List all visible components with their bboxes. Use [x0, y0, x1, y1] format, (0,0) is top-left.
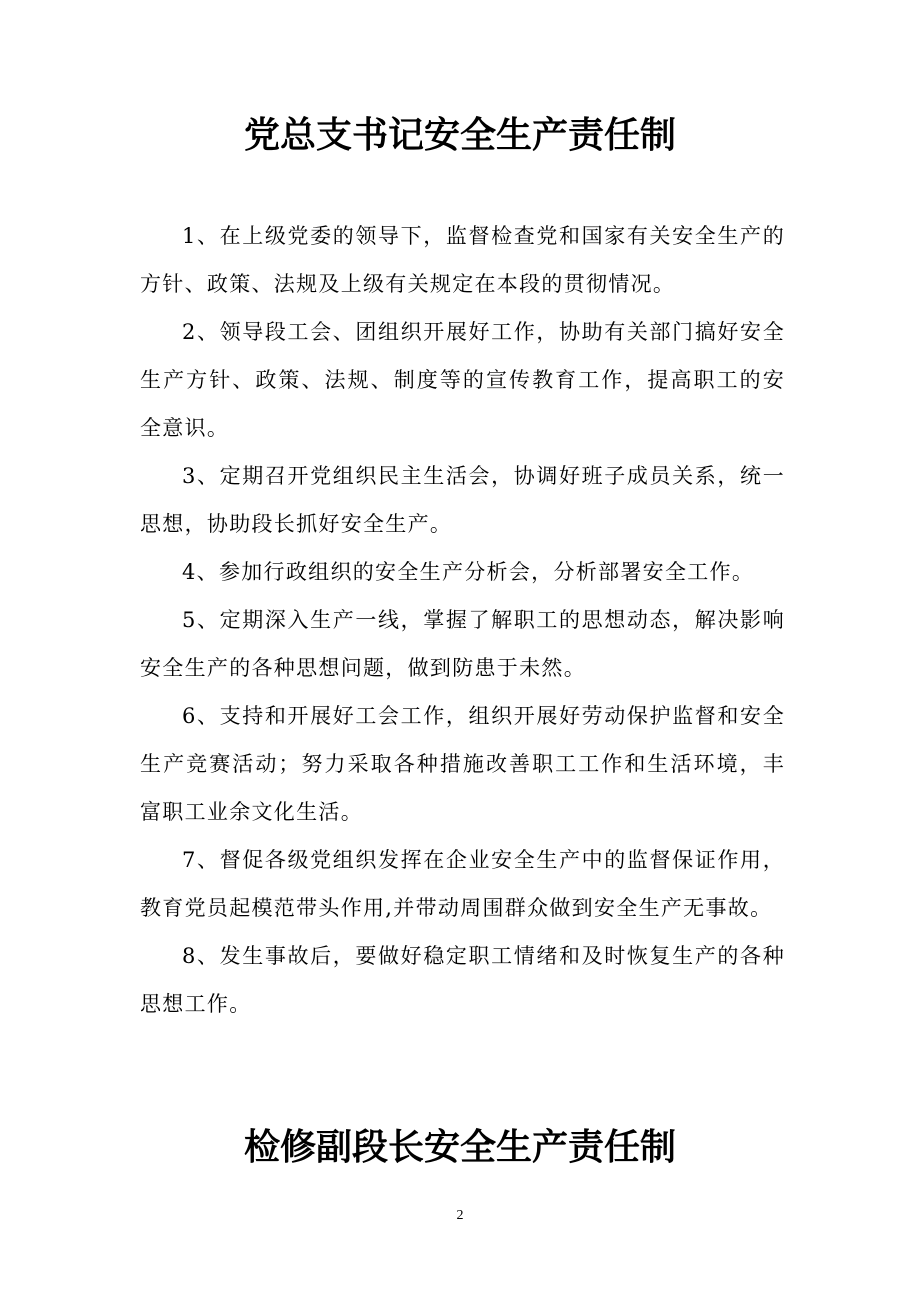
- section-title-maintenance-deputy: 检修副段长安全生产责任制: [243, 1127, 676, 1168]
- paragraph-1: 1、在上级党委的领导下，监督检查党和国家有关安全生产的方针、政策、法规及上级有关规定在本段的贯彻情况。: [140, 224, 785, 296]
- page-number: 2: [456, 1208, 464, 1223]
- paragraph-4: 4、参加行政组织的安全生产分析会，分析部署安全工作。: [182, 560, 755, 584]
- paragraph-2: 2、领导段工会、团组织开展好工作，协助有关部门搞好安全生产方针、政策、法规、制度等的宣传教育工作，提高职工的安全意识。: [140, 320, 785, 440]
- paragraph-6: 6、支持和开展好工会工作，组织开展好劳动保护监督和安全生产竞赛活动；努力采取各种措施改善职工工作和生活环境，丰富职工业余文化生活。: [140, 704, 785, 824]
- paragraph-3: 3、定期召开党组织民主生活会，协调好班子成员关系，统一思想，协助段长抓好安全生产。: [140, 464, 785, 536]
- responsibility-list: [140, 212, 785, 1028]
- section-title-party-secretary: 党总支书记安全生产责任制: [243, 115, 676, 156]
- paragraph-7: 7、督促各级党组织发挥在企业安全生产中的监督保证作用，教育党员起模范带头作用,并带动周围群众做到安全生产无事故。: [140, 848, 785, 920]
- paragraph-8: 8、发生事故后，要做好稳定职工情绪和及时恢复生产的各种思想工作。: [140, 944, 785, 1016]
- paragraph-5: 5、定期深入生产一线，掌握了解职工的思想动态，解决影响安全生产的各种思想问题，做到防患于未然。: [140, 608, 785, 680]
